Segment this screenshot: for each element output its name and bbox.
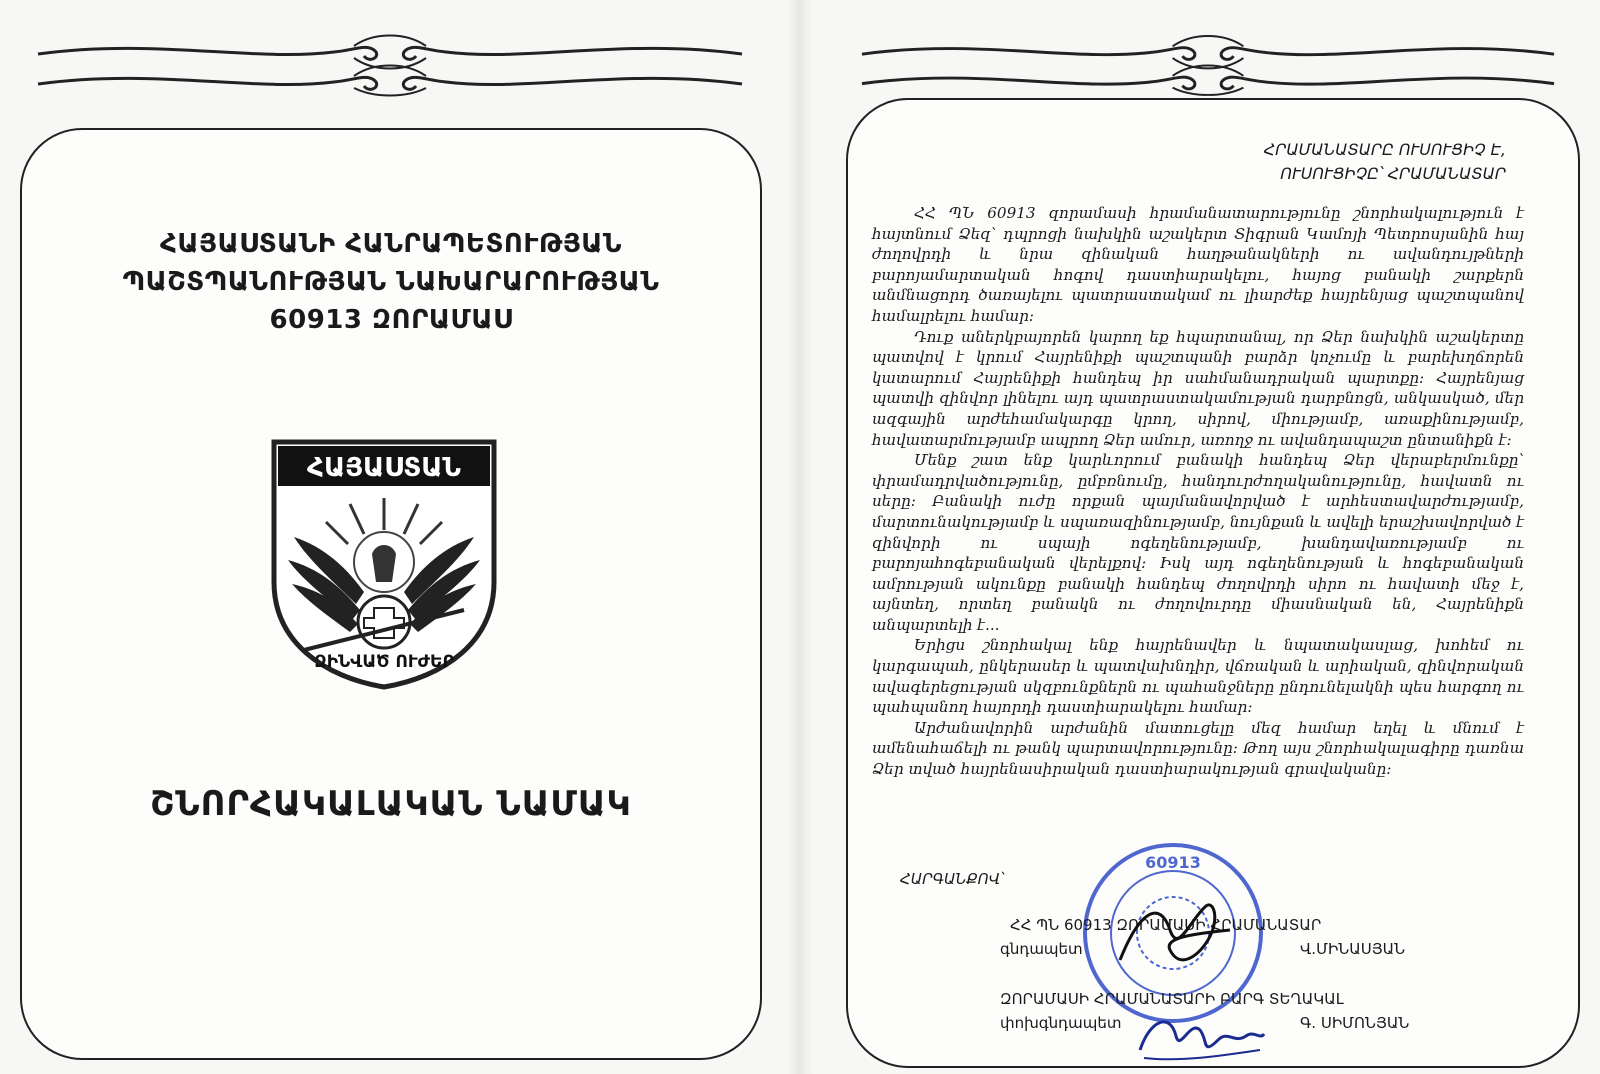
title-line-1: ՀԱՅԱՍՏԱՆԻ ՀԱՆՐԱՊԵՏՈՒԹՅԱՆ [159, 229, 623, 259]
left-top-ornament [34, 28, 746, 98]
stamp-number: 60913 [1145, 853, 1201, 872]
emblem-banner-text: ՀԱՅԱՍՏԱՆ [307, 453, 461, 483]
left-page-frame [20, 128, 762, 1060]
signatory-1-name: Վ.ՄԻՆԱՍՅԱՆ [1300, 940, 1406, 958]
armed-forces-emblem [264, 432, 504, 692]
motto-line-1: ՀՐԱՄԱՆԱՏԱՐԸ ՈՒՍՈՒՑԻՉ Է, [1263, 140, 1506, 159]
signatory-2-position: ԶՈՐԱՄԱՍԻ ՀՐԱՄԱՆԱՏԱՐԻ ԲԱՐԳ ՏԵՂԱԿԱԼ [1000, 990, 1344, 1008]
letter-title: ՇՆՈՐՀԱԿԱԼԱԿԱՆ ՆԱՄԱԿ [150, 784, 632, 824]
ministry-title [22, 225, 760, 339]
right-top-ornament [858, 28, 1558, 98]
signature-2 [1130, 1000, 1270, 1066]
paragraph-5: Արժանավորին արժանին մատուցելը մեզ համար եղել և մնում է ամենահաճելի ու թանկ պարտավորությունը: Թող այս շնորհակալագիրը դառնա Ձեր տված հայրենասիրական դաստիարակության գրավականը: [872, 718, 1524, 779]
page-fold [790, 0, 812, 1074]
signatory-2-rank: փոխգնդապետ [1000, 1014, 1122, 1032]
emblem-motto: ԶԻՆՎԱԾ ՈՒԺԵՐ [314, 652, 454, 672]
paragraph-3: Մենք շատ ենք կարևորում բանակի հանդեպ Ձեր վերաբերմունքը՝ փրամադրվածությունը, ըմբռնումը, հանդուրժողականությունը, հավատն ու սերը: Բանակի ուժը որքան պայմանավորված է արհեստավարժությամբ, մարտունակությամբ և սպառազինությամբ, նույնքան և ավելի երաշխավորված է զինվորի ու սպայի ոգեղենությամբ, խանդավառությամբ ու բարոյահոգեբանական վերելքով: Իսկ այդ ոգեղենության և հոգեբանական ամրության ակունքը բանակի հանդեպ ժողովրդի սիրո ու հավատի մեջ է, այնտեղ, որտեղ բանակն ու ժողովուրդը միասնական են, Հայրենիքն անպարտելի է... [872, 451, 1524, 634]
paragraph-1: ՀՀ ՊՆ 60913 զորամասի հրամանատարությունը շնորհակալություն է հայտնում Ձեզ՝ դպրոցի նախկին աշակերտ Տիգրան Կամոյի Պետրոսյանին հայ ժողովրդի և նրա զինական հաղթանակների ու ավանդույթների բարոյամարտական հոգով դաստիարակելու, հայոց բանակի շարքերն անմնացորդ ծառայելու պատրաստակամ ու լիարժեք հայրենյաց պաշտպանով համալրելու համար: [872, 204, 1524, 325]
signatory-2-name: Գ. ՍԻՄՈՆՅԱՆ [1300, 1014, 1410, 1032]
signature-1 [1110, 890, 1240, 980]
paragraph-2: Դուք աներկբայորեն կարող եք հպարտանալ, որ Ձեր նախկին աշակերտը պատվով է կրում Հայրենիքի պաշտպանի բարձր կոչումը և բարեխղճորեն կատարում Հայրենիքի հանդեպ իր սահմանադրական պարտքը: Հայրենյաց պատվի զինվոր լինելու այդ պատրաստակամության դարբնոցն, անկասկած, մեր ազգային արժեհամակարգը կրող, սիրով, միությամբ, առաքինությամբ, հավատարմությամբ ապրող Ձեր ամուր, առողջ ու ավանդապաշտ ընտանիքն է: [872, 327, 1524, 449]
title-line-2: ՊԱՇՏՊԱՆՈՒԹՅԱՆ ՆԱԽԱՐԱՐՈՒԹՅԱՆ [122, 267, 660, 297]
motto-line-2: ՈՒՍՈՒՑԻՉԸ՝ ՀՐԱՄԱՆԱՏԱՐ [1280, 164, 1506, 183]
signatory-1-position: ՀՀ ՊՆ 60913 ԶՈՐԱՄԱՍԻ ՀՐԱՄԱՆԱՏԱՐ [1010, 916, 1322, 934]
closing-regards: ՀԱՐԳԱՆՔՈՎ՝ [900, 870, 1004, 888]
motto-block [1264, 138, 1506, 186]
title-line-3: 60913 ԶՈՐԱՄԱՍ [269, 305, 513, 335]
letter-body [872, 203, 1524, 780]
paragraph-4: Երիցս շնորհակալ ենք հայրենավեր և նպատակասլաց, խոհեմ ու կարգապահ, ընկերասեր և պատվախնդիր, վճռական և արիական, զինվորական ավագերեցության սկզբունքներն ու պահանջները ընդունելակնի պես հարգող ու պահպանող հայորդի դաստիարակելու համար: [872, 636, 1524, 717]
signatory-1-rank: գնդապետ [1000, 940, 1083, 958]
